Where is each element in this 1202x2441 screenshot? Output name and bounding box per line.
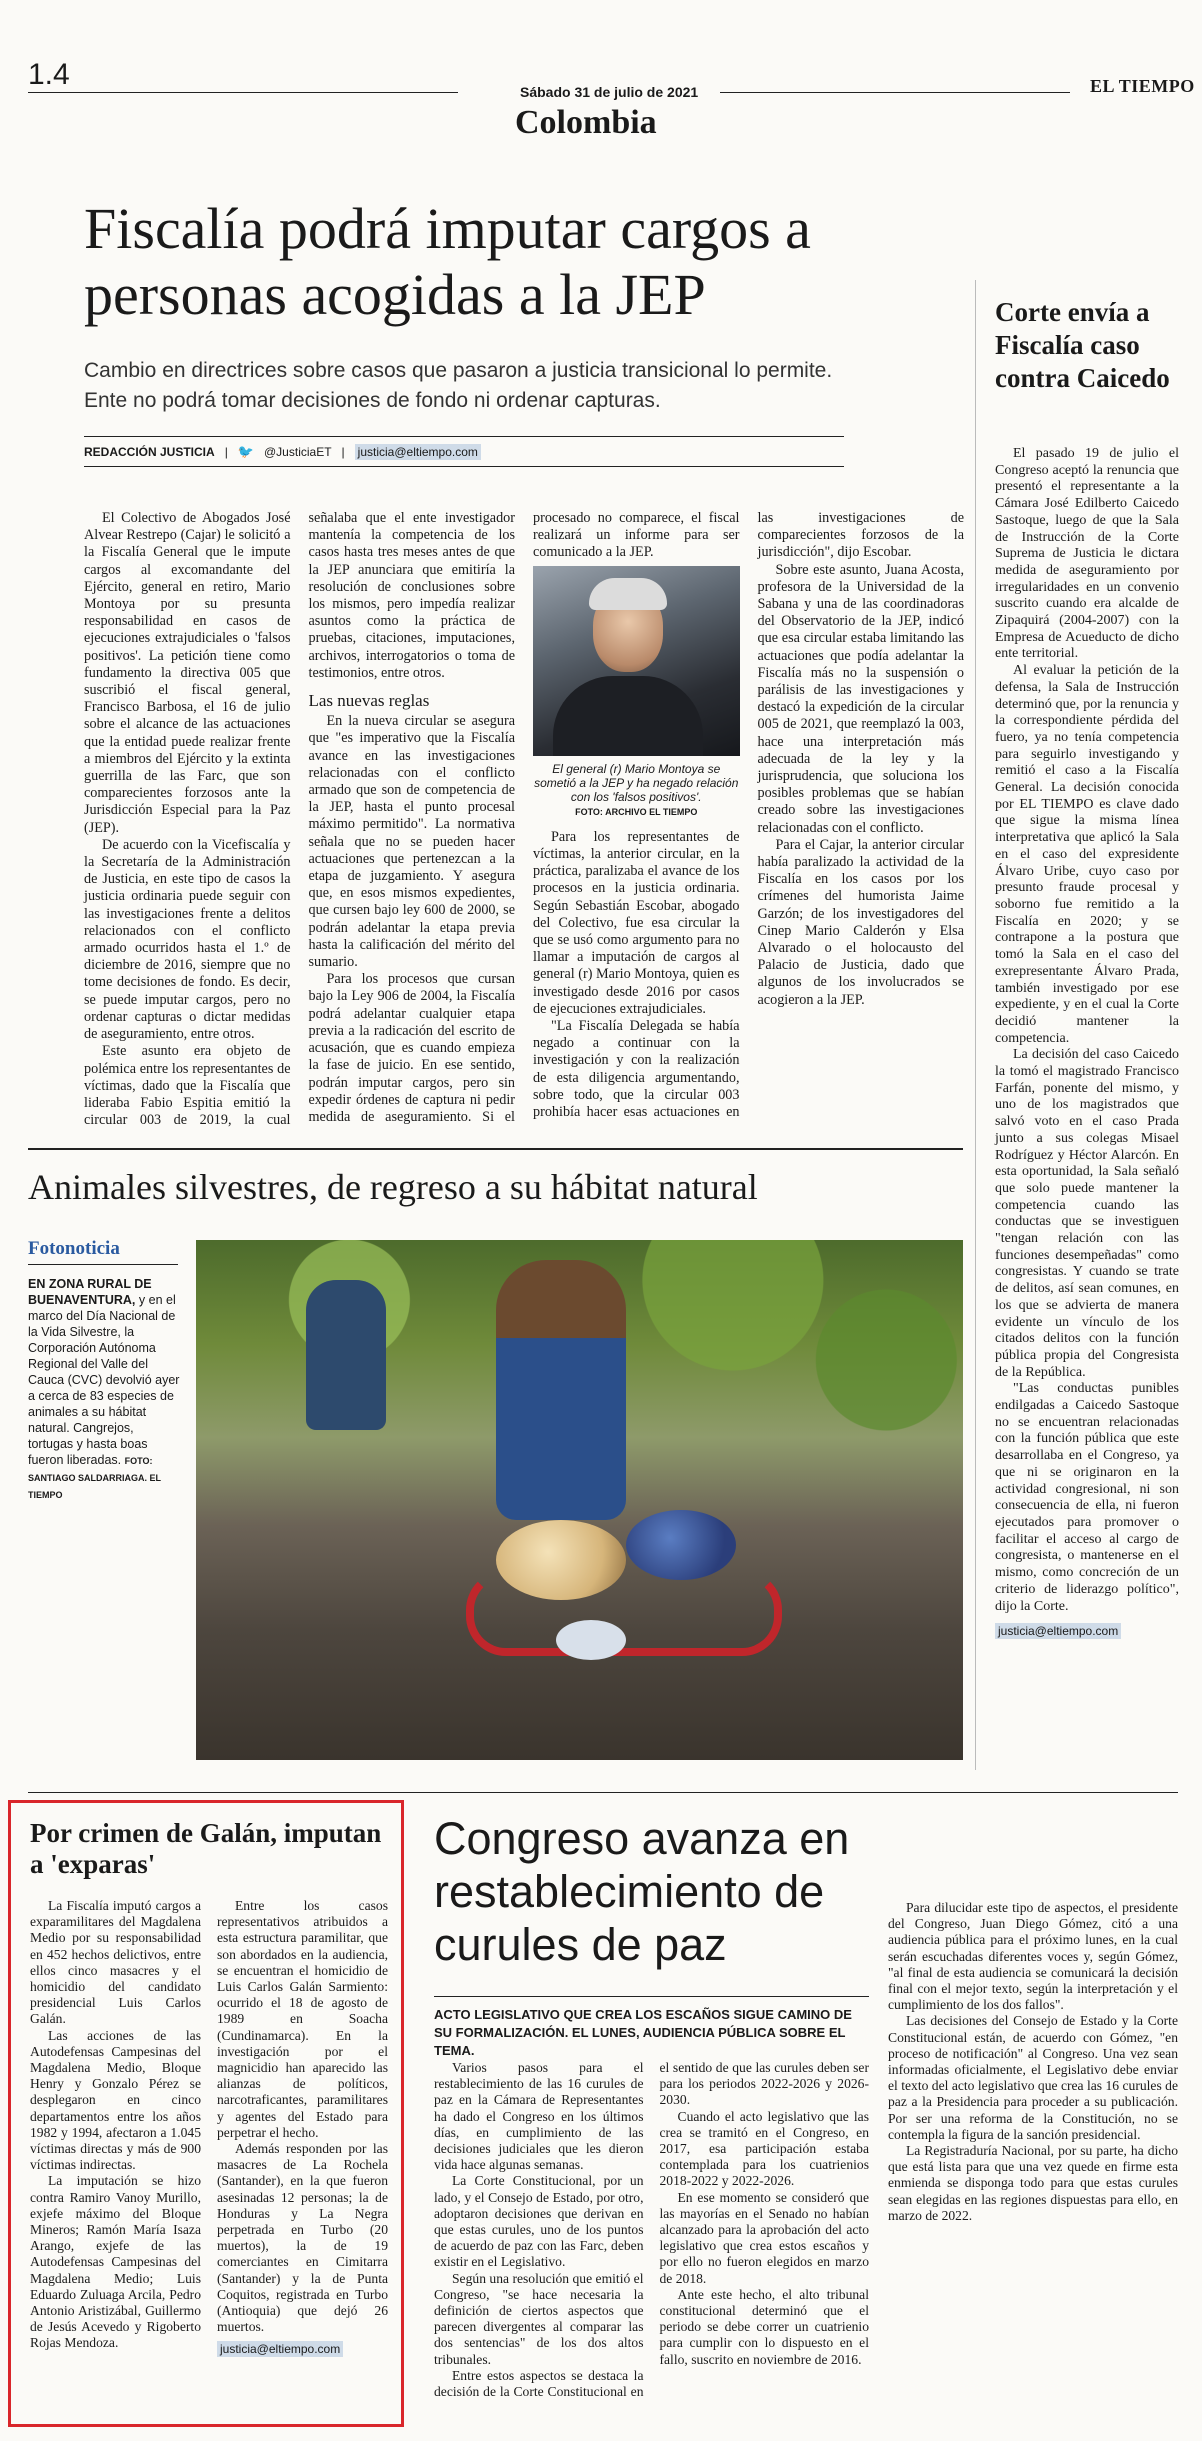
lead-subhead: Las nuevas reglas [308, 691, 430, 711]
congreso-paragraph: Para dilucidar este tipo de aspectos, el presidente del Congreso, Juan Diego Gómez, citó a una audiencia pública para el próximo lunes, en la cual serán escuchadas diferentes voces y, según Gómez, "al final de esta audiencia se comunicará la decisión final con el mejor texto, según la interpretación y el cumplimiento de los dos fallos". [888, 1900, 1178, 2013]
sidebar-body [995, 446, 1179, 1641]
galan-paragraph: Las acciones de las Autodefensas Campesinas del Magdalena Medio, Bloque Henry y Gonzalo Pérez se desplegaron en cinco departamentos entre los años 1982 y 1994, afectaron a 1.045 víctimas directas y más de 900 víctimas indirectas. [30, 2027, 201, 2173]
crabs-photo [196, 1240, 963, 1760]
twitter-icon: 🐦 [237, 444, 254, 459]
caption-lead-in: EN ZONA RURAL DE BUENAVENTURA, [28, 1277, 152, 1307]
galan-headline: Por crimen de Galán, imputan a 'exparas' [30, 1818, 382, 1879]
galan-body [30, 1898, 388, 2368]
congreso-headline: Congreso avanza en restablecimiento de curules de paz [434, 1813, 850, 1970]
congreso-dek: ACTO LEGISLATIVO QUE CREA LOS ESCAÑOS SIGUE CAMINO DE SU FORMALIZACIÓN. EL LUNES, AUDIENCIA PÚBLICA SOBRE EL TEMA. [434, 2007, 852, 2058]
photo-caption: El general (r) Mario Montoya se sometió a la JEP y ha negado relación con los 'falsos positivos'. [534, 761, 739, 804]
congreso-dek-rule [434, 1996, 869, 1997]
sidebar-email[interactable]: justicia@eltiempo.com [995, 1623, 1121, 1639]
brand-logo: EL TIEMPO [1090, 76, 1195, 96]
congreso-paragraph: Varios pasos para el restablecimiento de las 16 curules de paz en la Cámara de Representantes ha dado el Congreso en los últimos días, en cumplimiento de las decisiones judiciales que les dieron vida hace algunas semanas. [434, 2060, 644, 2173]
caption-text: y en el marco del Día Nacional de la Vida Silvestre, la Corporación Autónoma Regional del Valle del Cauca (CVC) devolvió ayer a cerca de 83 especies de animales a su hábitat natural. Cangrejos, tortugas y hasta boas fueron liberadas. [28, 1293, 180, 1467]
issue-date: Sábado 31 de julio de 2021 [520, 84, 699, 100]
bottom-section-rule [28, 1792, 1178, 1793]
photo-story-caption [28, 1276, 180, 1503]
congreso-paragraph: La Registraduría Nacional, por su parte, ha dicho que está lista para que una vez quede en firme esta enmienda se disponga todo para que estas curules sean elegidas en las regiones dispuestas para ello, en marzo de 2022. [888, 2143, 1178, 2223]
sidebar-headline: Corte envía a Fiscalía caso contra Caicedo [995, 297, 1170, 393]
montoya-photo [533, 566, 740, 756]
caption-credit: FOTO: SANTIAGO SALDARRIAGA. EL TIEMPO [28, 1456, 161, 1500]
lead-paragraph: "La Fiscalía Delegada se había negado a continuar con la investigación y con la realización de esta diligencia argumentando, sobre todo, que la circular 003 prohibía hacer esas actuaciones en las investigaciones de comparecientes forzosos de la jurisdicción", dijo Escobar. [533, 510, 964, 1121]
lead-photo-block [533, 566, 740, 821]
lead-paragraph: Sobre este asunto, Juana Acosta, profesora de la Universidad de la Sabana y una de las coordinadoras del Observatorio de la JEP, indicó que esa circular estaba limitando las actuaciones que podía adelantar la Fiscalía más no la suspensión o parálisis de las investigaciones y destacó la expedición de la circular 005 de 2021, que reemplazó la 003, hace una interpretación más adecuada de la ley y la jurisprudencia, que soluciona los posibles problemas que se habían creado sobre las investigaciones relacionadas con el conflicto. [757, 561, 964, 836]
congreso-paragraph: Las decisiones del Consejo de Estado y la Corte Constitucional están, de acuerdo con Gómez, "en proceso de notificación" al Congreso. Una vez sean informadas oficialmente, el Legislativo debe enviar el texto del acto legislativo que crea las 16 curules de paz a la Presidencia para proceder a su publicación. Por ser una reforma de la Constitución, no se contempla la figura de la sanción presidencial. [888, 2013, 1178, 2142]
byline-twitter[interactable]: @JusticiaET [264, 445, 332, 459]
congreso-paragraph: En ese momento se consideró que las mayorías en el Senado no habían alcanzado para la aprobación del acto legislativo que crea estos escaños y por ello no fueron elegidos en marzo de 2018. [659, 2189, 869, 2286]
photo-person-left [306, 1280, 386, 1430]
byline-sep: | [224, 445, 228, 459]
congreso-paragraph: Según una resolución que emitió el Congreso, "se hace necesaria la definición de ciertos aspectos que parecen divergentes al comparar las dos sentencias" de los dos altos tribunales. [434, 2270, 644, 2367]
byline-desk: REDACCIÓN JUSTICIA [84, 445, 215, 459]
photo-suit [553, 676, 703, 756]
congreso-paragraph: La Corte Constitucional, por un lado, y el Consejo de Estado, por otro, adoptaron decisiones que derivan en que estas curules, uno de los puntos de acuerdo de paz con las Farc, deben existir en el Legislativo. [434, 2173, 644, 2270]
congreso-body-left [434, 2060, 869, 2410]
lead-paragraph: Este asunto era objeto de polémica entre los representantes de víctimas, dado que la Fiscalía que lideraba Fabio Espitia emitió la circular 003 de 2019, la cual señalaba que el ente investigador mantenía la competencia de los casos hasta tres meses antes de que la JEP anunciara que emitiría la resolución de conclusiones sobre los mismos, pero impedía realizar asuntos como la práctica de pruebas, citaciones, imputaciones, archivos, interrogatorios o toma de testimonios, entre otros. [84, 510, 515, 1129]
lead-paragraph: En la nueva circular se asegura que "es imperativo que la Fiscalía avance en las investigaciones relacionadas con el conflicto armado que son de competencia de la JEP, hasta el punto procesal máximo permitido". La normativa señala que no se pueden hacer actuaciones que pertenezcan a la etapa de juzgamiento. Y asegura que, en esos mismos expedientes, que cursen bajo ley 600 de 2000, se podrán adelantar la etapa previa hasta la calificación del mérito del sumario. [308, 713, 515, 971]
byline-rule-top [84, 436, 844, 437]
lead-paragraph: Para el Cajar, la anterior circular había paralizado la actividad de la Fiscalía en los casos por los crímenes del humorista Jaime Garzón; de los investigadores del Cinep Mario Calderón y Elsa Alvarado o el holocausto del Palacio de Justicia, dado que algunos de los involucrados se acogieron a la JEP. [757, 836, 964, 1008]
sidebar-paragraph: El pasado 19 de julio el Congreso aceptó la renuncia que presentó el representante a la Cámara José Edilberto Caicedo Sastoque, luego de que la Sala de Instrucción de la Corte Suprema de Justicia le dictara medida de aseguramiento por irregularidades en un convenio suscrito cuando era alcalde de Zipaquirá (2004-2007) con la Empresa de Acueducto de dicho ente territorial. [995, 446, 1179, 662]
congreso-body-right [888, 1900, 1178, 2224]
sidebar-paragraph: La decisión del caso Caicedo la tomó el magistrado Francisco Farfán, ponente del mismo, y uno de los magistrados que salvó voto en el caso Prada junto a sus colegas Misael Rodríguez y Héctor Alarcón. En esta oportunidad, la Sala señaló que solo puede mantener la competencia cuando las conductas que se investiguen "tengan relación con las funciones desempeñadas" como congresistas. Y cuando se trate de delitos, así sean comunes, en los que se advierta de manera evidente un vínculo de los citados delitos con la función pública propia del Congresista de la República. [995, 1047, 1179, 1380]
lead-paragraph: Para los procesos que cursan bajo la Ley 906 de 2004, la Fiscalía podrá adelantar cualquier etapa previa a la radicación del escrito de acusación, que es cuando empieza la fase de juicio. En ese sentido, podrán imputar cargos, pero sin expedir órdenes de captura ni pedir medida de aseguramiento. Si el procesado no comparece, el fiscal realizará un informe para ser comunicado a la JEP. [308, 510, 740, 1125]
lead-paragraph: El Colectivo de Abogados José Alvear Restrepo (Cajar) le solicitó a la Fiscalía General que le impute cargos al excomandante del Ejército, general en retiro, Mario Montoya por su presunta responsabilidad en casos de ejecuciones extrajudiciales o 'falsos positivos'. La petición tiene como fundamento la directiva 005 que suscribió el fiscal general, Francisco Barbosa, el 16 de julio sobre el alcance de las actuaciones que la entidad puede realizar frente a miembros del Ejército y la extinta guerrilla de las Farc, que son comparecientes forzosos ante la Jurisdicción Especial para la Paz (JEP). [84, 510, 291, 836]
byline-email[interactable]: justicia@eltiempo.com [355, 444, 481, 460]
congreso-paragraph: Cuando el acto legislativo que las crea se tramitó en el Congreso, en 2017, esa participación estaba contemplada para los cuatrienios 2018-2022 y 2022-2026. [659, 2108, 869, 2189]
photo-hair [589, 578, 667, 610]
galan-paragraph: Además responden por las masacres de La Rochela (Santander), en la que fueron asesinadas 12 personas; la de Honduras y La Negra perpetrada en Turbo (20 muertos), la de 19 comerciantes en Cimitarra (Santander) y la de Punta Coquitos, registrada en Turbo (Antioquia) que dejó 26 muertos. [217, 2141, 388, 2335]
galan-email[interactable]: justicia@eltiempo.com [217, 2341, 343, 2357]
fotonoticia-kicker: Fotonoticia [28, 1238, 120, 1259]
sidebar-paragraph: "Las conductas punibles endilgadas a Caicedo Sastoque no se encuentran relacionadas con la función pública que este desarrollaba en el Congreso, ya que ni se originaron en la actividad congresional, ni son consecuencia de ella, ni fueron ejecutados para promover o facilitar el acceso al cargo de congresista, o mantenerse en el mismo, como concreción de un criterio de liderazgo político", dijo la Corte. [995, 1381, 1179, 1614]
lead-paragraph: Para los representantes de víctimas, la anterior circular, en la práctica, paralizaba el avance de los procesos en la justicia ordinaria. Según Sebastián Escobar, abogado del Colectivo, fue esa circular la que se usó como argumento para no llamar a imputación de cargos al general (r) Mario Montoya, quien es investigado desde 2016 por casos de ejecuciones extrajudiciales. [533, 828, 740, 1017]
section-title: Colombia [515, 104, 657, 141]
galan-paragraph: La imputación se hizo contra Ramiro Vanoy Murillo, exjefe máximo del Bloque Mineros; Ramón María Isaza Arango, exjefe de las Autodefensas Campesinas del Magdalena Medio; Luis Eduardo Zuluaga Arcila, Pedro Antonio Aristizábal, Guillermo de Jesús Acevedo y Rigoberto Rojas Mendoza. [30, 2173, 201, 2351]
photo-crab-small [556, 1620, 626, 1660]
sidebar-divider [975, 280, 976, 1770]
galan-paragraph: La Fiscalía imputó cargos a exparamilitares del Magdalena Medio por su responsabilidad en 452 hechos delictivos, entre ellos cinco masacres y el homicidio del candidato presidencial Luis Carlos Galán. [30, 1898, 201, 2027]
header-rule-left [28, 92, 458, 93]
lead-dek: Cambio en directrices sobre casos que pasaron a justicia transicional lo permite. Ente no podrá tomar decisiones de fondo ni ordenar capturas. [84, 359, 833, 412]
photo-story-headline: Animales silvestres, de regreso a su hábitat natural [28, 1167, 758, 1207]
congreso-paragraph: Ante este hecho, el alto tribunal constitucional determinó que el periodo se debe correr un cuatrienio para cumplir con lo dispuesto en el fallo, suscrito en noviembre de 2016. [659, 2286, 869, 2367]
galan-paragraph: Entre los casos representativos atribuidos a esta estructura paramilitar, que son abordados en la audiencia, se encuentran el homicidio de Luis Carlos Galán Sarmiento: ocurrido el 18 de agosto de 1989 en Soacha (Cundinamarca). En la investigación por el magnicidio han aparecido las alianzas de políticos, narcotraficantes, paramilitares y agentes del Estado para perpetrar el hecho. [217, 1898, 388, 2140]
kicker-rule [28, 1264, 178, 1265]
lead-headline: Fiscalía podrá imputar cargos a personas acogidas a la JEP [84, 196, 811, 327]
byline-rule-bottom [84, 466, 844, 467]
photo-story-rule [28, 1148, 963, 1150]
congreso-paragraph: Entre estos aspectos se destaca la decisión de la Corte Constitucional en el sentido de que las curules deben ser para los periodos 2022-2026 y 2026-2030. [434, 2060, 869, 2400]
byline [84, 444, 481, 460]
lead-body [84, 510, 964, 1130]
header-rule-right [720, 92, 1070, 93]
lead-paragraph: De acuerdo con la Vicefiscalía y la Secretaría de la Administración de Justicia, en este tipo de casos la justicia ordinaria puede seguir con las investigaciones frente a delitos relacionados con el conflicto armado ocurridos hasta el 1.º de diciembre de 2016, siempre que no tome decisiones de fondo. Es decir, se puede imputar cargos, pero no ordenar capturas o dictar medidas de aseguramiento, entre otros. [84, 836, 291, 1043]
photo-person-center [496, 1260, 626, 1520]
sidebar-paragraph: Al evaluar la petición de la defensa, la Sala de Instrucción determinó que, por la renuncia y la correspondiente pérdida del fuero, ya no tenía competencia para seguirlo investigando y remitió el caso a la Fiscalía General. La decisión conocida por EL TIEMPO es clave dado que sigue la misma línea interpretativa que aplicó la Sala en el caso del expresidente Álvaro Uribe, cuyo caso por presunto fraude procesal y soborno fue remitido a la Fiscalía en 2020; y se contrapone a la postura que tomó la Sala en el caso del exrepresentante Álvaro Prada, también investigado por ese expediente, y en el cual la Corte decidió mantener la competencia. [995, 663, 1179, 1046]
page-number: 1.4 [28, 58, 70, 91]
byline-sep-2: | [341, 445, 345, 459]
photo-credit: FOTO: ARCHIVO EL TIEMPO [575, 806, 698, 817]
